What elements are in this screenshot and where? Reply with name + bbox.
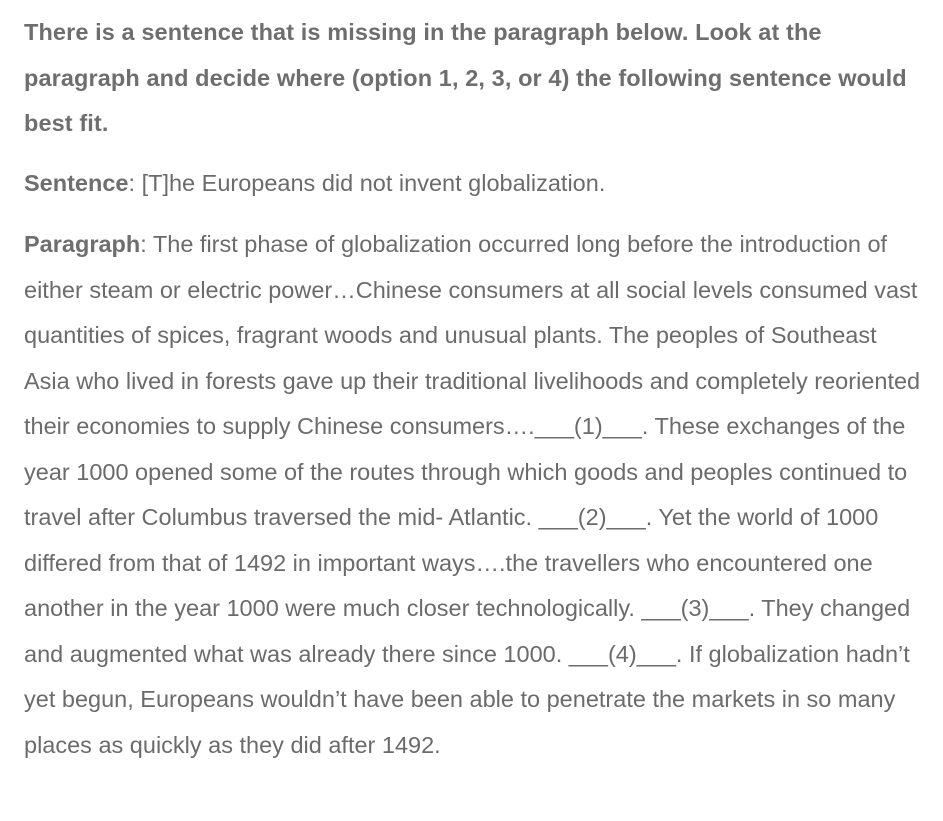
missing-sentence	[24, 161, 927, 207]
sentence-separator: :	[128, 169, 142, 196]
paragraph-text: The first phase of globalization occurred long before the introduction of either steam or electric power…Chinese consumers at all social levels consumed vast quantities of spices, fragrant woods and unusual plants. The peoples of Southeast Asia who lived in forests gave up their traditional livelihoods and completely reoriented their economies to supply Chinese consumers….___(1)___. These exchanges of the year 1000 opened some of the routes through which goods and peoples continued to travel after Columbus traversed the mid- Atlantic. ___(2)___. Yet the world of 1000 differed from that of 1492 in important ways….the travellers who encountered one another in the year 1000 were much closer technologically. ___(3)___. They changed and augmented what was already there since 1000. ___(4)___. If globalization hadn’t yet begun, Europeans wouldn’t have been able to penetrate the markets in so many places as quickly as they did after 1492.	[24, 231, 921, 758]
sentence-label: Sentence	[24, 169, 129, 196]
question-instructions: There is a sentence that is missing in the paragraph below. Look at the paragraph and decide where (option 1, 2, 3, or 4) the following sentence would best fit.	[24, 19, 907, 136]
sentence-text: [T]he Europeans did not invent globalization.	[141, 169, 606, 196]
paragraph-separator: :	[140, 231, 153, 257]
passage-paragraph	[24, 222, 927, 768]
paragraph-label: Paragraph	[24, 231, 141, 257]
